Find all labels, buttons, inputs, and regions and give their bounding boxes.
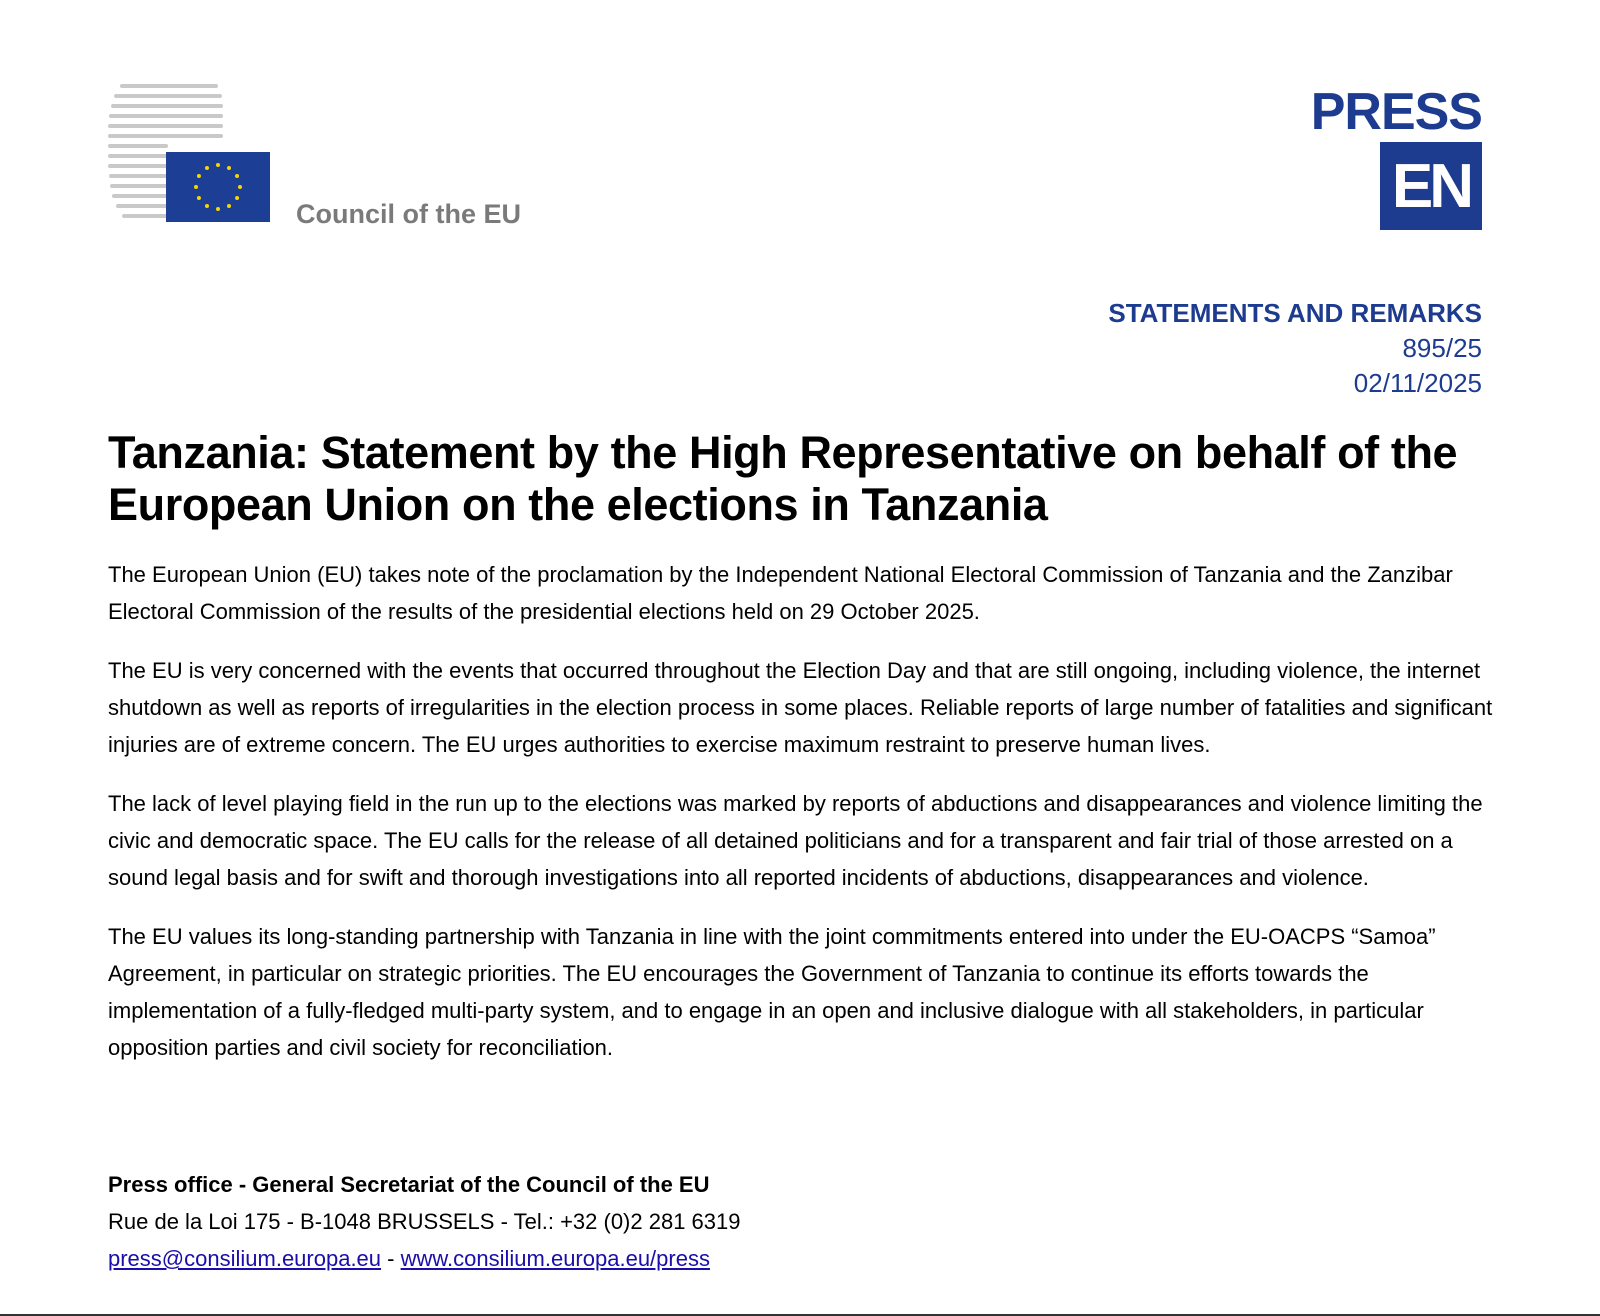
star-icon <box>205 204 209 208</box>
paragraph: The lack of level playing field in the run up to the elections was marked by reports of abductions and disappearances and violence limiting the civic and democratic space. The EU calls for the release of all detained politicians and for a transparent and fair trial of those arrested on a sound legal basis and for swift and thorough investigations into all reported incidents of abductions, disappearances and violence. <box>108 791 1483 890</box>
star-icon <box>235 196 239 200</box>
press-office-name: Press office - General Secretariat of the Council of the EU <box>108 1172 710 1197</box>
star-icon <box>238 185 242 189</box>
council-emblem-icon <box>108 82 278 227</box>
paragraph: The European Union (EU) takes note of the proclamation by the Independent National Electoral Commission of Tanzania and the Zanzibar Electoral Commission of the results of the presidential elections held on 29 October 2025. <box>108 562 1453 624</box>
eu-flag <box>166 152 270 222</box>
star-icon <box>227 166 231 170</box>
star-icon <box>205 166 209 170</box>
star-icon <box>197 196 201 200</box>
paragraph: The EU is very concerned with the events that occurred throughout the Election Day and that are still ongoing, including violence, the internet shutdown as well as reports of irregularities in the election process in some places. Reliable reports of large number of fatalities and significant injuries are of extreme concern. The EU urges authorities to exercise maximum restraint to preserve human lives. <box>108 658 1493 757</box>
document-type: STATEMENTS AND REMARKS <box>1108 298 1482 328</box>
press-label: PRESS <box>1310 83 1482 141</box>
email-link[interactable]: press@consilium.europa.eu <box>108 1246 382 1271</box>
star-icon <box>227 204 231 208</box>
statement-body <box>108 556 1508 1088</box>
page-title: Tanzania: Statement by the High Representative on behalf of the European Union on the elections in Tanzania <box>108 427 1458 530</box>
star-icon <box>194 185 198 189</box>
contact-links <box>108 1240 741 1277</box>
document-number: 895/25 <box>1402 333 1482 363</box>
language-badge: EN <box>1380 142 1482 230</box>
press-office-address: Rue de la Loi 175 - B-1048 BRUSSELS - Tel.: +32 (0)2 281 6319 <box>108 1209 741 1234</box>
website-link[interactable]: www.consilium.europa.eu/press <box>400 1246 710 1271</box>
document-meta <box>1108 296 1482 401</box>
council-logo <box>108 82 548 232</box>
paragraph: The EU values its long-standing partnership with Tanzania in line with the joint commitments entered into under the EU-OACPS “Samoa” Agreement, in particular on strategic priorities. The EU encourages the Government of Tanzania to continue its efforts towards the implementation of a fully-fledged multi-party system, and to engage in an open and inclusive dialogue with all stakeholders, in particular opposition parties and civil society for reconciliation. <box>108 924 1436 1060</box>
logo-text: Council of the EU <box>296 199 521 229</box>
star-icon <box>216 163 220 167</box>
star-icon <box>235 174 239 178</box>
press-badge <box>1302 84 1482 230</box>
star-icon <box>197 174 201 178</box>
press-office-footer <box>108 1166 741 1277</box>
link-separator: - <box>381 1246 401 1271</box>
document-date: 02/11/2025 <box>1353 368 1482 398</box>
star-icon <box>216 207 220 211</box>
